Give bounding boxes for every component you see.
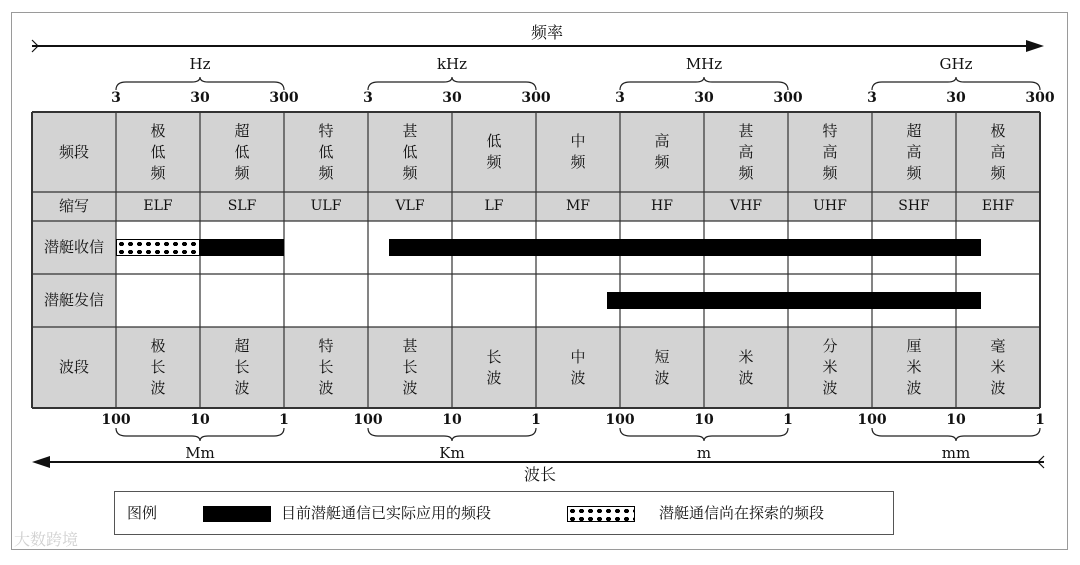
wavelength-tick-label: 1: [1035, 412, 1045, 428]
wavelength-brace: [620, 428, 788, 441]
wave-name-cell-text: 米波: [738, 347, 754, 387]
band-name-cell: [536, 112, 620, 192]
band-name-cell-text: 超高频: [906, 121, 922, 182]
wave-name-cell-text: 短波: [654, 347, 670, 387]
frequency-unit-label: MHz: [685, 55, 723, 73]
legend-title: 图例: [127, 504, 158, 522]
band-name-cell: [704, 112, 788, 192]
legend-applied-swatch: [203, 506, 271, 522]
band-abbr-cell: [200, 192, 284, 221]
band-abbr-cell-text: LF: [484, 198, 504, 214]
wavelength-tick-label: 1: [531, 412, 541, 428]
wavelength-unit-label: Mm: [185, 444, 215, 462]
transmit-bar-applied: [607, 292, 981, 309]
band-name-cell-text: 甚低频: [402, 121, 418, 182]
band-abbr-cell: [872, 192, 956, 221]
band-name-cell: [284, 112, 368, 192]
wavelength-brace: [872, 428, 1040, 441]
wave-name-cell: [704, 327, 788, 408]
wave-name-cell-text: 厘米波: [906, 337, 922, 397]
frequency-arrow-head: [1026, 40, 1044, 52]
band-abbr-cell: [368, 192, 452, 221]
band-name-cell: [872, 112, 956, 192]
band-name-cell-text: 极低频: [150, 121, 166, 182]
wavelength-tick-label: 10: [694, 412, 714, 428]
row-header-band: 频段: [58, 142, 89, 161]
frequency-tick-label: 300: [521, 90, 551, 106]
row-header-wave: 波段: [58, 358, 89, 376]
wave-name-cell: [284, 327, 368, 408]
wave-name-cell-text: 长波: [486, 347, 502, 387]
wave-name-cell-text: 超长波: [234, 337, 250, 397]
wave-name-cell: [200, 327, 284, 408]
wavelength-tick-label: 100: [353, 412, 383, 428]
band-name-cell: [452, 112, 536, 192]
band-abbr-cell-text: EHF: [981, 198, 1015, 214]
wavelength-tick-label: 10: [190, 412, 210, 428]
wavelength-brace: [116, 428, 284, 441]
band-abbr-cell: [788, 192, 872, 221]
wavelength-tick-label: 1: [783, 412, 793, 428]
frequency-brace: [368, 77, 536, 90]
frequency-tick-label: 3: [867, 90, 877, 106]
band-abbr-cell-text: MF: [565, 198, 591, 214]
wave-name-cell-text: 特长波: [318, 337, 334, 397]
band-abbr-cell: [116, 192, 200, 221]
receive-bar-exploring: [116, 239, 200, 256]
legend-exploring-swatch: [567, 506, 635, 522]
legend: [114, 491, 894, 535]
row-header-submarine-receive: 潜艇收信: [43, 238, 104, 256]
frequency-tick-label: 30: [190, 90, 210, 106]
frequency-brace: [116, 77, 284, 90]
frequency-axis-title: 频率: [530, 23, 564, 42]
wavelength-arrow-head: [32, 456, 50, 468]
band-name-cell-text: 高频: [654, 132, 670, 171]
wavelength-tick-label: 100: [857, 412, 887, 428]
receive-bar-applied: [200, 239, 284, 256]
band-abbr-cell-text: VHF: [729, 198, 763, 214]
receive-bar-applied: [389, 239, 981, 256]
frequency-tick-label: 30: [946, 90, 966, 106]
wavelength-unit-label: m: [696, 444, 712, 462]
wave-name-cell-text: 极长波: [150, 337, 166, 397]
wavelength-unit-label: Km: [439, 444, 465, 462]
band-name-cell-text: 特低频: [318, 121, 334, 182]
wave-name-cell-text: 毫米波: [990, 337, 1006, 397]
band-abbr-cell-text: ELF: [143, 198, 173, 214]
wavelength-axis-title: 波长: [523, 465, 557, 484]
band-abbr-cell: [620, 192, 704, 221]
frequency-brace: [620, 77, 788, 90]
band-name-cell: [620, 112, 704, 192]
frequency-tick-label: 300: [1025, 90, 1055, 106]
frequency-tick-label: 300: [773, 90, 803, 106]
band-abbr-cell: [536, 192, 620, 221]
band-abbr-cell-text: ULF: [310, 198, 342, 214]
band-abbr-cell: [452, 192, 536, 221]
band-name-cell-text: 超低频: [234, 121, 250, 182]
band-name-cell: [788, 112, 872, 192]
band-name-cell-text: 甚高频: [738, 121, 754, 182]
frequency-tick-label: 3: [363, 90, 373, 106]
band-abbr-cell-text: HF: [651, 198, 673, 214]
frequency-tick-label: 30: [442, 90, 462, 106]
legend-applied-label: 目前潜艇通信已实际应用的频段: [281, 504, 492, 522]
band-abbr-cell-text: SLF: [227, 198, 257, 214]
wave-name-cell: [116, 327, 200, 408]
band-name-cell: [368, 112, 452, 192]
frequency-tick-label: 3: [111, 90, 121, 106]
wave-name-cell-text: 分米波: [822, 337, 838, 397]
wave-name-cell-text: 甚长波: [402, 337, 418, 397]
frequency-tick-label: 3: [615, 90, 625, 106]
band-abbr-cell-text: UHF: [813, 198, 847, 214]
band-name-cell-text: 低频: [486, 132, 502, 171]
row-header-abbr: 缩写: [58, 197, 89, 215]
wave-name-cell: [536, 327, 620, 408]
row-header-submarine-transmit: 潜艇发信: [43, 291, 104, 309]
frequency-tick-label: 300: [269, 90, 299, 106]
frequency-tick-label: 30: [694, 90, 714, 106]
band-name-cell: [956, 112, 1040, 192]
frequency-unit-label: Hz: [189, 55, 211, 73]
wave-name-cell: [452, 327, 536, 408]
band-name-cell-text: 特高频: [822, 121, 838, 182]
band-name-cell: [116, 112, 200, 192]
band-abbr-cell: [956, 192, 1040, 221]
band-name-cell: [200, 112, 284, 192]
band-name-cell-text: 极高频: [990, 121, 1006, 182]
wavelength-brace: [368, 428, 536, 441]
band-abbr-cell: [284, 192, 368, 221]
wave-name-cell: [620, 327, 704, 408]
wave-name-cell: [788, 327, 872, 408]
wave-name-cell: [872, 327, 956, 408]
wavelength-tick-label: 10: [442, 412, 462, 428]
wave-name-cell: [368, 327, 452, 408]
wavelength-tick-label: 1: [279, 412, 289, 428]
legend-exploring-label: 潜艇通信尚在探索的频段: [659, 504, 825, 522]
watermark: 大数跨境: [14, 530, 79, 549]
wave-name-cell: [956, 327, 1040, 408]
band-name-cell-text: 中频: [570, 132, 586, 171]
frequency-unit-label: GHz: [939, 55, 973, 73]
frequency-brace: [872, 77, 1040, 90]
band-abbr-cell-text: VLF: [395, 198, 425, 214]
wavelength-tick-label: 100: [101, 412, 131, 428]
band-abbr-cell: [704, 192, 788, 221]
band-abbr-cell-text: SHF: [898, 198, 930, 214]
wavelength-unit-label: mm: [941, 444, 971, 462]
wavelength-tick-label: 100: [605, 412, 635, 428]
frequency-unit-label: kHz: [436, 55, 468, 73]
wave-name-cell-text: 中波: [570, 347, 586, 387]
wavelength-tick-label: 10: [946, 412, 966, 428]
